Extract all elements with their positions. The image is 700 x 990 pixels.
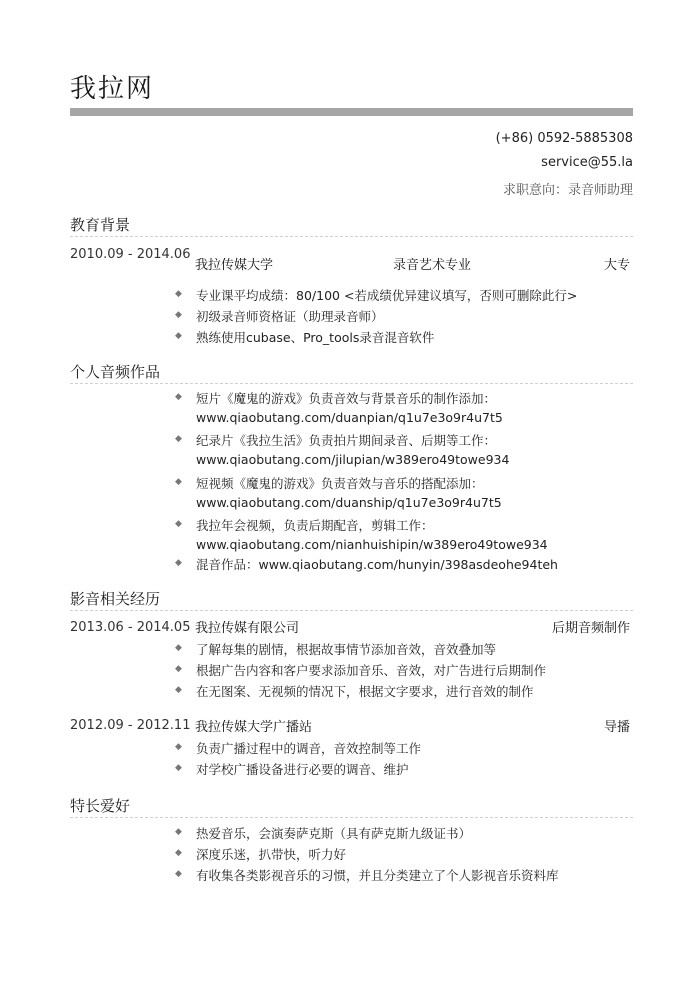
section-title-hobbies: 特长爱好: [70, 797, 131, 815]
job-role: 后期音频制作: [551, 621, 630, 636]
resume-name: 我拉网: [70, 74, 155, 104]
header-divider-bar: [70, 108, 633, 116]
education-item: 初级录音师资格证（助理录音师）: [196, 309, 384, 324]
contact-phone: (+86) 0592-5885308: [495, 131, 633, 146]
work-link: www.qiaobutang.com/jilupian/w389ero49towe934: [196, 452, 510, 467]
education-school: 我拉传媒大学: [195, 258, 274, 273]
bullet-icon: ◆: [175, 664, 182, 674]
bullet-icon: ◆: [175, 763, 182, 773]
bullet-icon: ◆: [175, 477, 182, 487]
education-date: 2010.09 - 2014.06: [70, 247, 191, 262]
bullet-icon: ◆: [175, 827, 182, 837]
work-item: 短片《魔鬼的游戏》负责音效与背景音乐的制作添加：: [196, 391, 497, 406]
job-org: 我拉传媒有限公司: [195, 621, 300, 636]
bullet-icon: ◆: [175, 289, 182, 299]
work-item: 我拉年会视频，负责后期配音，剪辑工作：: [196, 518, 434, 533]
job-date: 2013.06 - 2014.05: [70, 620, 191, 635]
bullet-icon: ◆: [175, 558, 182, 568]
work-item: 纪录片《我拉生活》负责拍片期间录音、后期等工作：: [196, 433, 497, 448]
section-divider: [70, 383, 633, 384]
work-link: www.qiaobutang.com/nianhuishipin/w389ero49towe934: [196, 537, 548, 552]
hobby-item: 有收集各类影视音乐的习惯，并且分类建立了个人影视音乐资料库: [196, 868, 559, 883]
bullet-icon: ◆: [175, 742, 182, 752]
job-intent: 求职意向：录音师助理: [502, 183, 633, 198]
section-divider: [70, 610, 633, 611]
bullet-icon: ◆: [175, 643, 182, 653]
work-link: www.qiaobutang.com/duanpian/q1u7e3o9r4u7t5: [196, 410, 503, 425]
education-major: 录音艺术专业: [393, 258, 472, 273]
bullet-icon: ◆: [175, 685, 182, 695]
work-item: 混音作品：www.qiaobutang.com/hunyin/398asdeohe94teh: [196, 557, 558, 572]
bullet-icon: ◆: [175, 310, 182, 320]
bullet-icon: ◆: [175, 848, 182, 858]
bullet-icon: ◆: [175, 519, 182, 529]
work-link: www.qiaobutang.com/duanship/q1u7e3o9r4u7t5: [196, 495, 502, 510]
job-item: 对学校广播设备进行必要的调音、维护: [196, 762, 409, 777]
section-title-experience: 影音相关经历: [70, 590, 161, 608]
job-item: 了解每集的剧情，根据故事情节添加音效，音效叠加等: [196, 642, 497, 657]
education-degree: 大专: [603, 258, 630, 273]
education-item: 熟练使用cubase、Pro_tools录音混音软件: [196, 330, 435, 345]
job-item: 负责广播过程中的调音，音效控制等工作: [196, 741, 422, 756]
work-item: 短视频《魔鬼的游戏》负责音效与音乐的搭配添加：: [196, 476, 484, 491]
job-date: 2012.09 - 2012.11: [70, 718, 191, 733]
bullet-icon: ◆: [175, 392, 182, 402]
section-title-works: 个人音频作品: [70, 363, 161, 381]
bullet-icon: ◆: [175, 869, 182, 879]
bullet-icon: ◆: [175, 434, 182, 444]
job-role: 导播: [603, 720, 630, 735]
hobby-item: 深度乐迷，扒带快，听力好: [196, 847, 347, 862]
job-item: 根据广告内容和客户要求添加音乐、音效，对广告进行后期制作: [196, 663, 547, 678]
section-divider: [70, 236, 633, 237]
job-item: 在无图案、无视频的情况下，根据文字要求，进行音效的制作: [196, 684, 534, 699]
section-title-education: 教育背景: [70, 216, 131, 234]
hobby-item: 热爱音乐，会演奏萨克斯（具有萨克斯九级证书）: [196, 826, 472, 841]
job-org: 我拉传媒大学广播站: [195, 720, 313, 735]
contact-email: service@55.la: [541, 155, 633, 170]
section-divider: [70, 817, 633, 818]
education-item: 专业课平均成绩：80/100 <若成绩优异建议填写，否则可删除此行>: [196, 288, 578, 303]
bullet-icon: ◆: [175, 331, 182, 341]
